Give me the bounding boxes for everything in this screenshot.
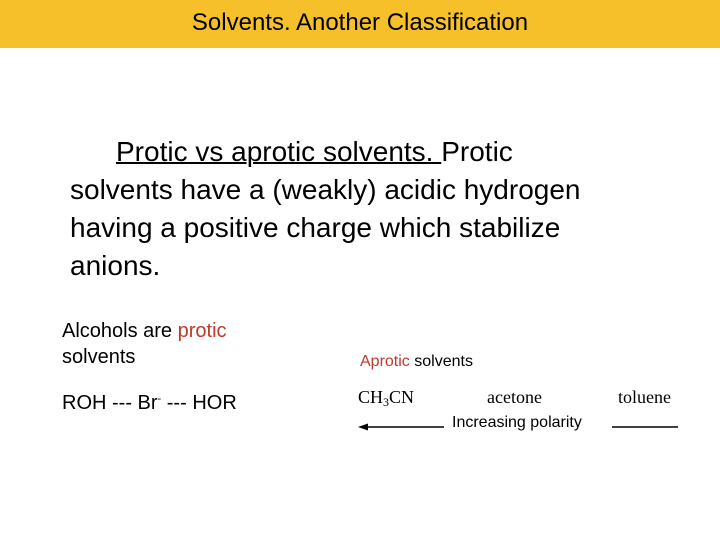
hydrogen-bond-example <box>62 386 237 416</box>
slide-title: Solvents. Another Classification <box>191 9 529 36</box>
paragraph-line-2: solvents have a (weakly) acidic hydrogen <box>70 174 581 205</box>
title-bar <box>0 0 720 48</box>
acetonitrile-ch: CH <box>358 387 384 407</box>
example-left: ROH --- Br <box>62 392 158 414</box>
acetonitrile-subscript: 3 <box>383 395 390 409</box>
definition-paragraph <box>70 133 690 285</box>
aprotic-rest: solvents <box>409 353 473 370</box>
acetonitrile-formula <box>358 386 414 413</box>
bromide-charge: - <box>157 393 162 405</box>
arrowhead-left <box>358 424 368 431</box>
paragraph-line-1-rest: Protic <box>441 136 513 167</box>
acetone-label: acetone <box>487 387 542 407</box>
paragraph-line-1 <box>70 133 690 171</box>
toluene-label: toluene <box>618 387 671 407</box>
example-right: --- HOR <box>161 392 237 414</box>
paragraph-lead: Protic vs aprotic solvents. <box>116 136 442 167</box>
paragraph-line-4: anions. <box>70 250 161 281</box>
alcohols-prefix: Alcohols are <box>62 320 178 342</box>
alcohols-line-2: solvents <box>62 346 136 368</box>
polarity-label: Increasing polarity <box>452 414 582 431</box>
protic-highlight: protic <box>177 320 227 342</box>
acetonitrile-cn: CN <box>389 387 415 407</box>
aprotic-highlight: Aprotic <box>360 353 410 370</box>
alcohols-statement <box>62 318 227 370</box>
paragraph-line-3: having a positive charge which stabilize <box>70 212 561 243</box>
aprotic-solvents-label <box>360 351 473 373</box>
